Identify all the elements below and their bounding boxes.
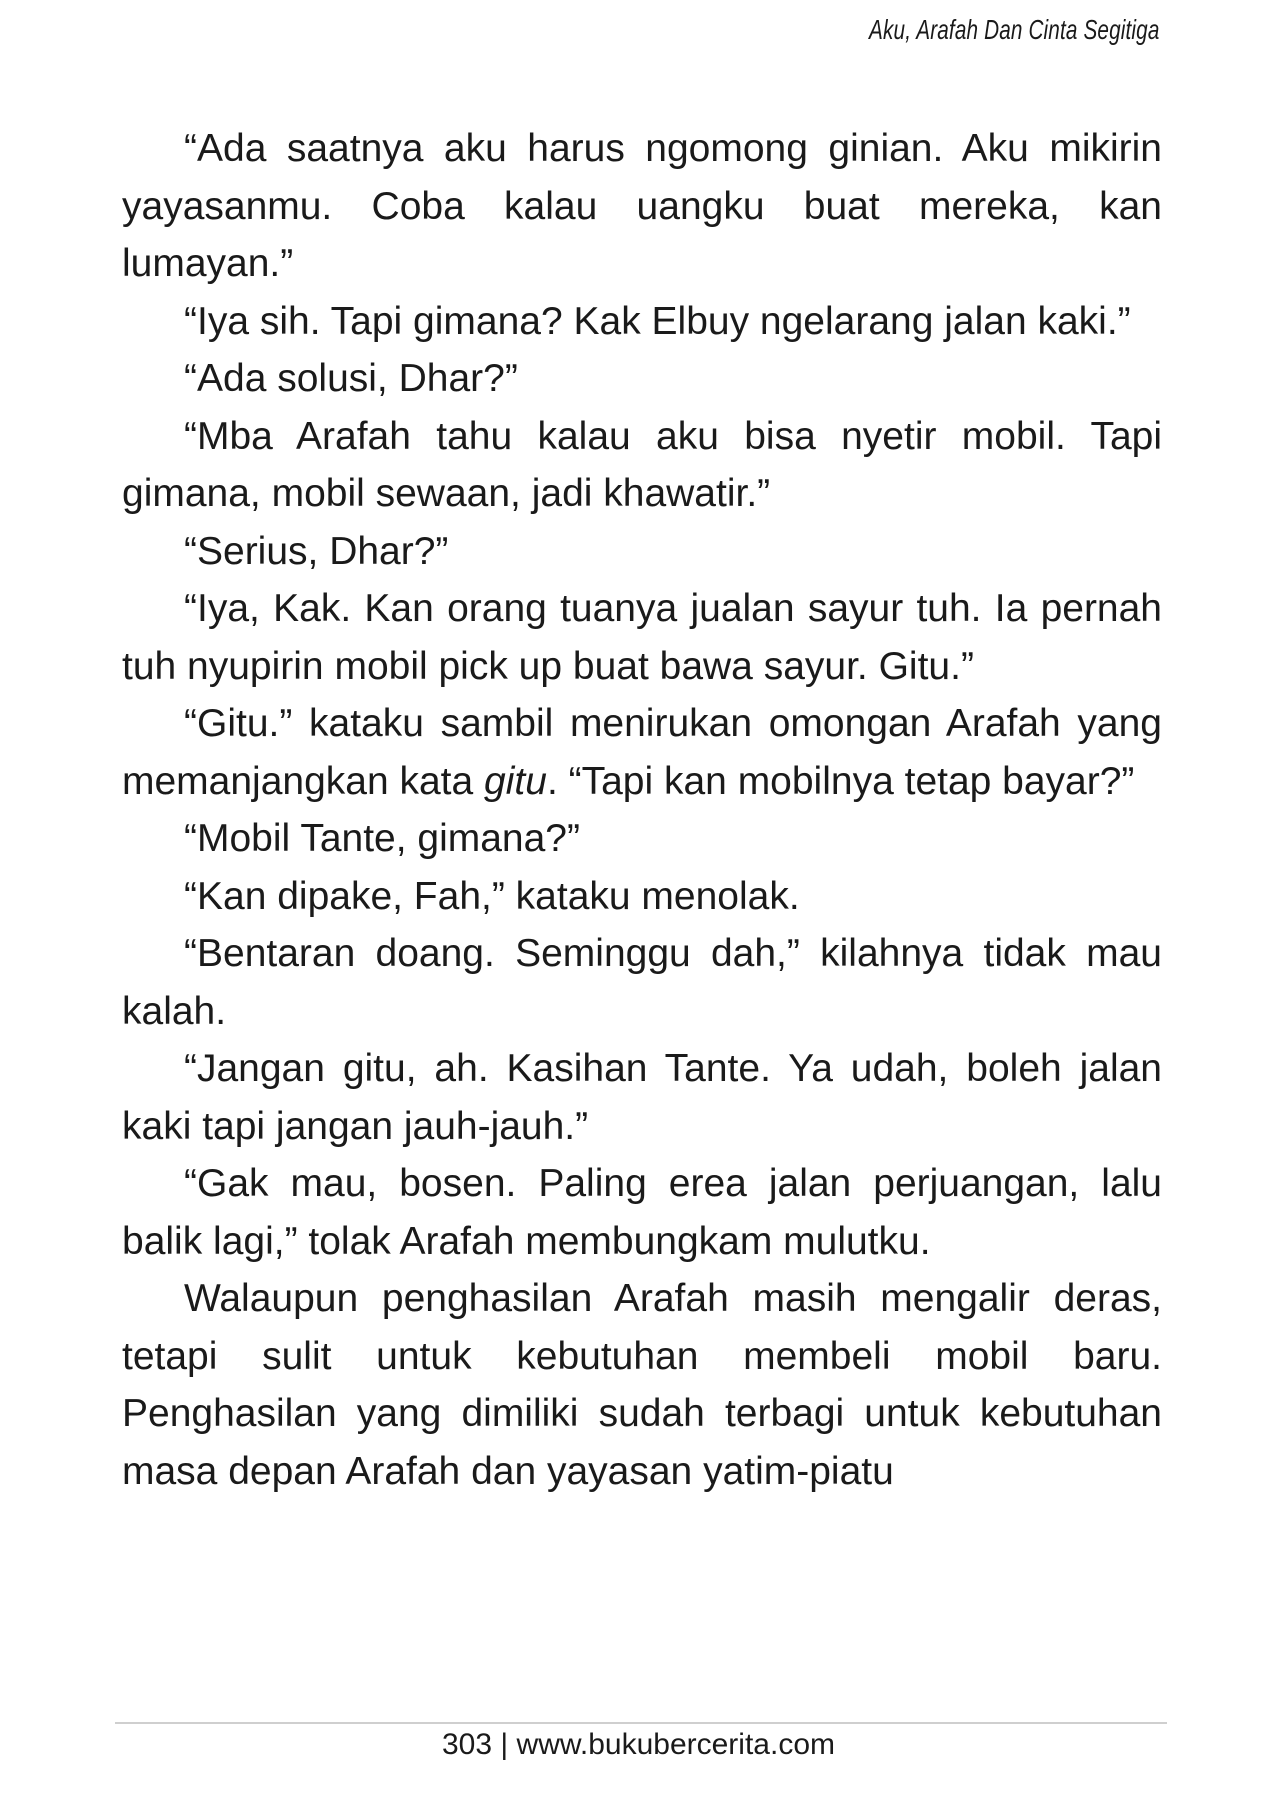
page-body: [122, 120, 1162, 1500]
paragraph: “Gak mau, bosen. Paling erea jalan perjuangan, lalu balik lagi,” tolak Arafah membungkam mulutku.: [122, 1162, 1162, 1263]
italic-word: gitu: [484, 759, 547, 803]
footer-divider: [115, 1722, 1167, 1724]
paragraph-text: . “Tapi kan mobilnya tetap bayar?”: [546, 759, 1135, 803]
paragraph: “Mba Arafah tahu kalau aku bisa nyetir mobil. Tapi gimana, mobil sewaan, jadi khawatir.”: [122, 414, 1162, 515]
paragraph: “Iya sih. Tapi gimana? Kak Elbuy ngelarang jalan kaki.”: [184, 299, 1131, 343]
paragraph: “Mobil Tante, gimana?”: [184, 817, 580, 860]
paragraph-text: “Gitu.” kataku sambil menirukan omongan Arafah yang memanjangkan kata: [122, 702, 1162, 803]
paragraph: Walaupun penghasilan Arafah masih mengalir deras, tetapi sulit untuk kebutuhan membeli mobil baru. Penghasilan yang dimiliki sudah terbagi untuk kebutuhan masa depan Arafah dan yayasan yatim-piatu: [122, 1277, 1162, 1493]
paragraph: “Ada solusi, Dhar?”: [184, 357, 518, 400]
paragraph: “Ada saatnya aku harus ngomong ginian. Aku mikirin yayasanmu. Coba kalau uangku buat mereka, kan lumayan.”: [122, 127, 1162, 285]
paragraph: “Kan dipake, Fah,” kataku menolak.: [184, 874, 800, 918]
footer-separator: |: [500, 1728, 509, 1761]
paragraph: [122, 695, 1162, 810]
running-header: Aku, Arafah Dan Cinta Segitiga: [869, 14, 1160, 45]
paragraph: “Bentaran doang. Seminggu dah,” kilahnya tidak mau kalah.: [122, 932, 1162, 1033]
paragraph: “Iya, Kak. Kan orang tuanya jualan sayur tuh. Ia pernah tuh nyupirin mobil pick up buat bawa sayur. Gitu.”: [122, 587, 1162, 688]
page-footer: [0, 1725, 1277, 1765]
website-link[interactable]: www.bukubercerita.com: [516, 1728, 835, 1761]
page-number: 303: [441, 1728, 493, 1761]
paragraph: “Serius, Dhar?”: [184, 529, 449, 573]
paragraph: “Jangan gitu, ah. Kasihan Tante. Ya udah, boleh jalan kaki tapi jangan jauh-jauh.”: [122, 1047, 1162, 1148]
